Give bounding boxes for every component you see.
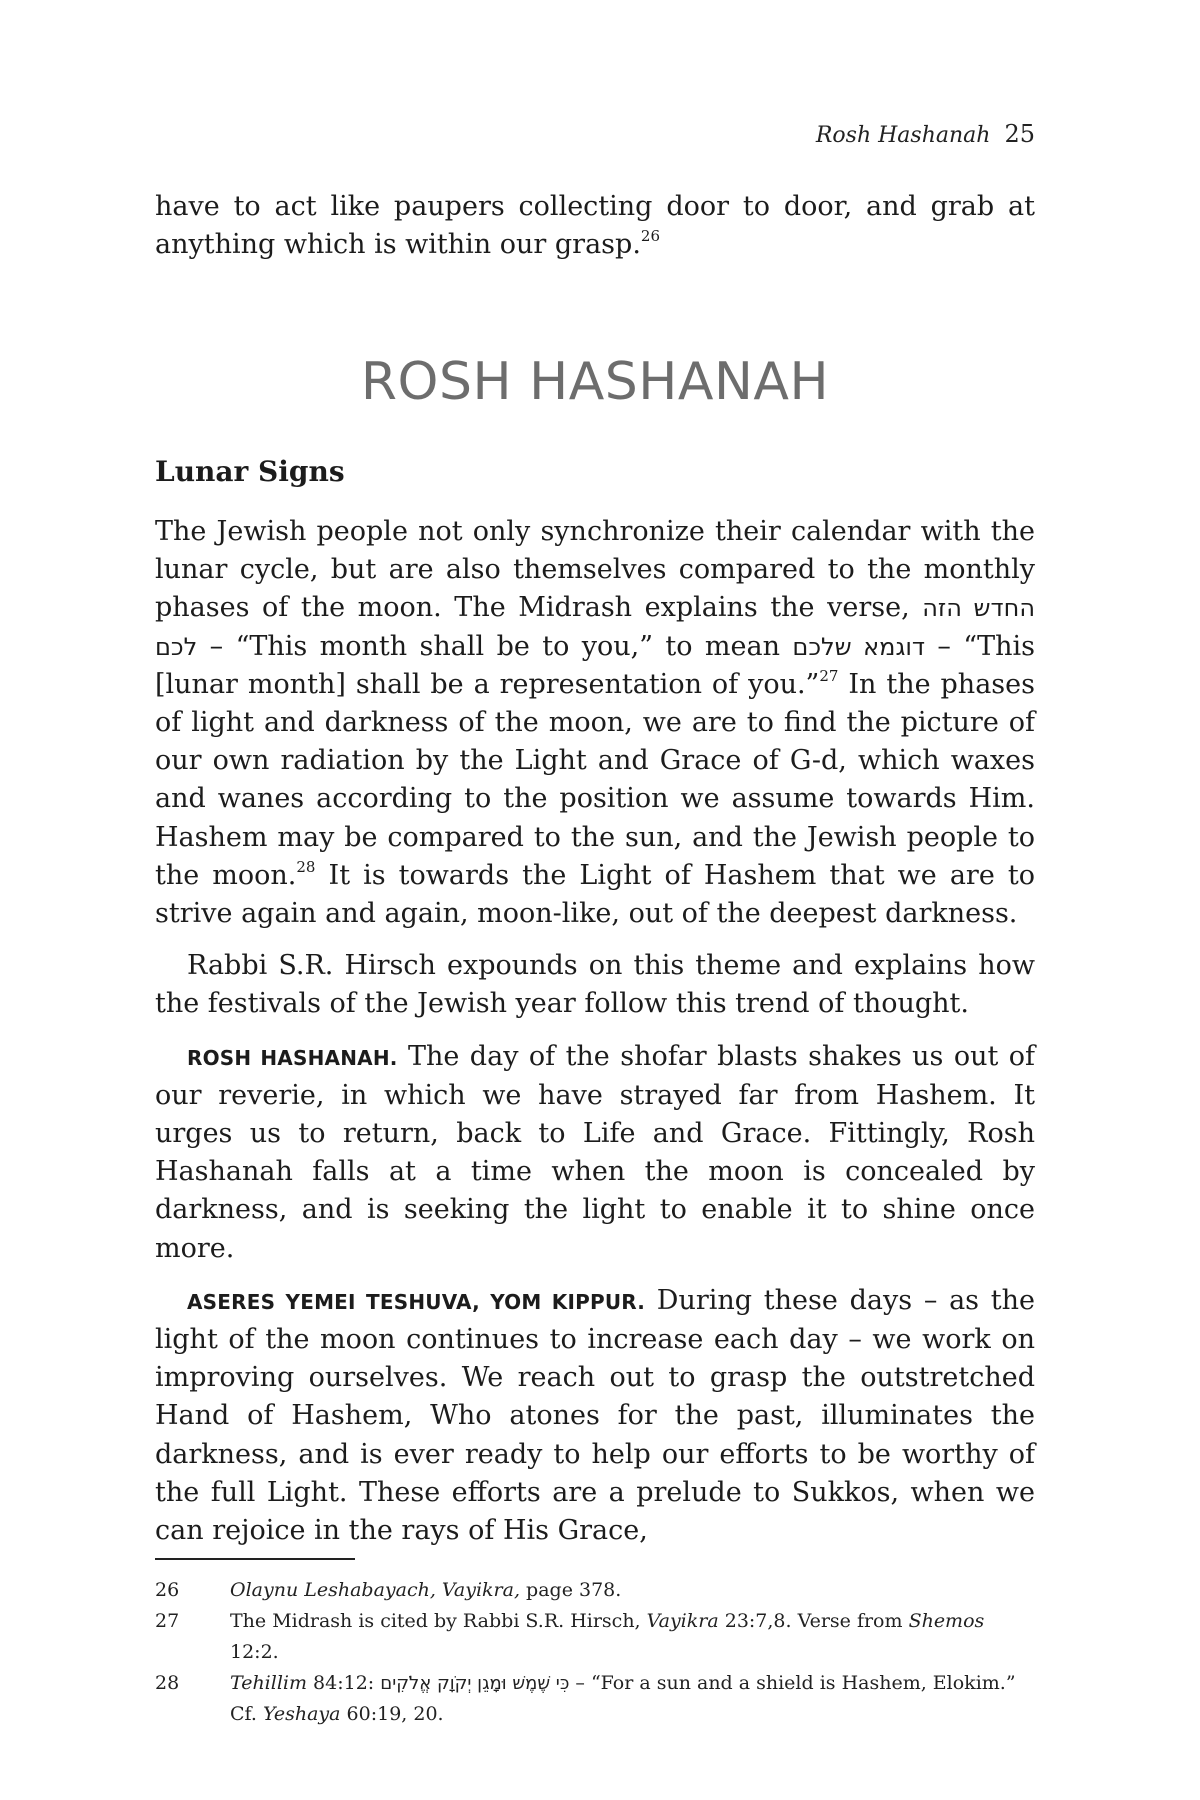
footnote-text-b: – “For a sun and a shield is Hashem, Elokim.” Cf. bbox=[230, 1672, 1016, 1725]
footnote-ref-27[interactable]: 27 bbox=[819, 666, 839, 685]
footnote-source: Olaynu Leshabayach, Vayikra, bbox=[230, 1579, 520, 1601]
footnote-italic-a: Tehillim bbox=[230, 1672, 308, 1694]
paragraph-aseres-yemei-teshuva bbox=[155, 1282, 1035, 1550]
chapter-title: ROSH HASHANAH bbox=[360, 352, 830, 412]
footnote-text-c: 12:2. bbox=[230, 1641, 279, 1663]
paragraph1-part3: – “This [lunar month] shall be a representation of you.” bbox=[155, 630, 1035, 700]
footnote-hebrew: כִּי שֶׁמֶשׁ וּמָגֵן יְקֹוָק אֱלֹקִים bbox=[380, 1673, 570, 1694]
footnote-text bbox=[230, 1575, 1035, 1606]
main-text bbox=[155, 513, 1035, 1564]
paragraph4-lead: ASERES YEMEI TESHUVA, YOM KIPPUR. bbox=[187, 1289, 646, 1314]
footnote-text-b: 23:7,8. Verse from bbox=[718, 1610, 909, 1632]
footnote-ref-28[interactable]: 28 bbox=[296, 857, 316, 876]
hebrew-verse-1: החדש הזה לכם bbox=[155, 594, 1036, 661]
continuation-text: have to act like paupers collecting door to door, and grab at anything which is within our grasp. bbox=[155, 191, 1035, 261]
footnote-ref-26[interactable]: 26 bbox=[640, 227, 661, 246]
footnotes bbox=[155, 1575, 1035, 1730]
paragraph1-part4: In the phases of light and darkness of the moon, we are to find the picture of our own radiation by the Light and Grace of G-d, which waxes and wanes according to the position we assume towards Him. Hashem may be compared to the sun, and the Jewish people to the moon. bbox=[155, 668, 1035, 891]
continuation-paragraph bbox=[155, 188, 1035, 264]
footnote-text bbox=[230, 1606, 1035, 1668]
footnote-number: 27 bbox=[155, 1610, 180, 1632]
footnote-number: 26 bbox=[155, 1579, 180, 1601]
footnote-text bbox=[230, 1668, 1035, 1730]
paragraph3-lead: ROSH HASHANAH. bbox=[187, 1045, 398, 1070]
footnote-divider bbox=[155, 1558, 355, 1560]
paragraph1-part1: The Jewish people not only synchronize their calendar with the lunar cycle, but are also themselves compared to the monthly phases of the moon. The Midrash explains the verse, bbox=[155, 516, 1035, 624]
footnote-text-a: The Midrash is cited by Rabbi S.R. Hirsch, bbox=[230, 1610, 647, 1632]
paragraph-rosh-hashanah bbox=[155, 1038, 1035, 1268]
running-head-title: Rosh Hashanah bbox=[815, 123, 991, 148]
paragraph-lunar-signs bbox=[155, 513, 1035, 933]
hebrew-verse-2: דוגמא שלכם bbox=[792, 632, 925, 661]
paragraph1-part2: – “This month shall be to you,” to mean bbox=[197, 630, 793, 662]
running-head bbox=[816, 120, 1035, 148]
footnote-27 bbox=[155, 1606, 1035, 1668]
section-heading: Lunar Signs bbox=[155, 455, 345, 488]
page-number: 25 bbox=[1004, 120, 1035, 148]
paragraph4-text: During these days – as the light of the moon continues to increase each day – we work on improving ourselves. We reach out to grasp the outstretched Hand of Hashem, Who atones for the past, illuminates the darkness, and is ever ready to help our efforts to be worthy of the full Light. These efforts are a prelude to Sukkos, when we can rejoice in the rays of His Grace, bbox=[155, 1284, 1035, 1547]
footnote-text-a: 84:12: bbox=[307, 1672, 381, 1694]
footnote-text-c: 60:19, 20. bbox=[340, 1703, 444, 1725]
footnote-number: 28 bbox=[155, 1672, 180, 1694]
paragraph3-text: The day of the shofar blasts shakes us out of our reverie, in which we have strayed far from Hashem. It urges us to return, back to Life and Grace. Fittingly, Rosh Hashanah falls at a time when the moon is concealed by darkness, and is seeking the light to enable it to shine once more. bbox=[155, 1040, 1036, 1264]
footnote-italic-b: Yeshaya bbox=[262, 1703, 341, 1725]
footnote-italic-b: Shemos bbox=[908, 1610, 985, 1632]
footnote-26 bbox=[155, 1575, 1035, 1606]
paragraph1-part5: It is towards the Light of Hashem that we are to strive again and again, moon-like, out of the deepest darkness. bbox=[155, 859, 1035, 930]
footnote-italic-a: Vayikra bbox=[646, 1610, 719, 1632]
paragraph-hirsch: Rabbi S.R. Hirsch expounds on this theme and explains how the festivals of the Jewish year follow this trend of thought. bbox=[155, 950, 1035, 1020]
footnote-28 bbox=[155, 1668, 1035, 1730]
footnote-rest: page 378. bbox=[520, 1579, 622, 1601]
